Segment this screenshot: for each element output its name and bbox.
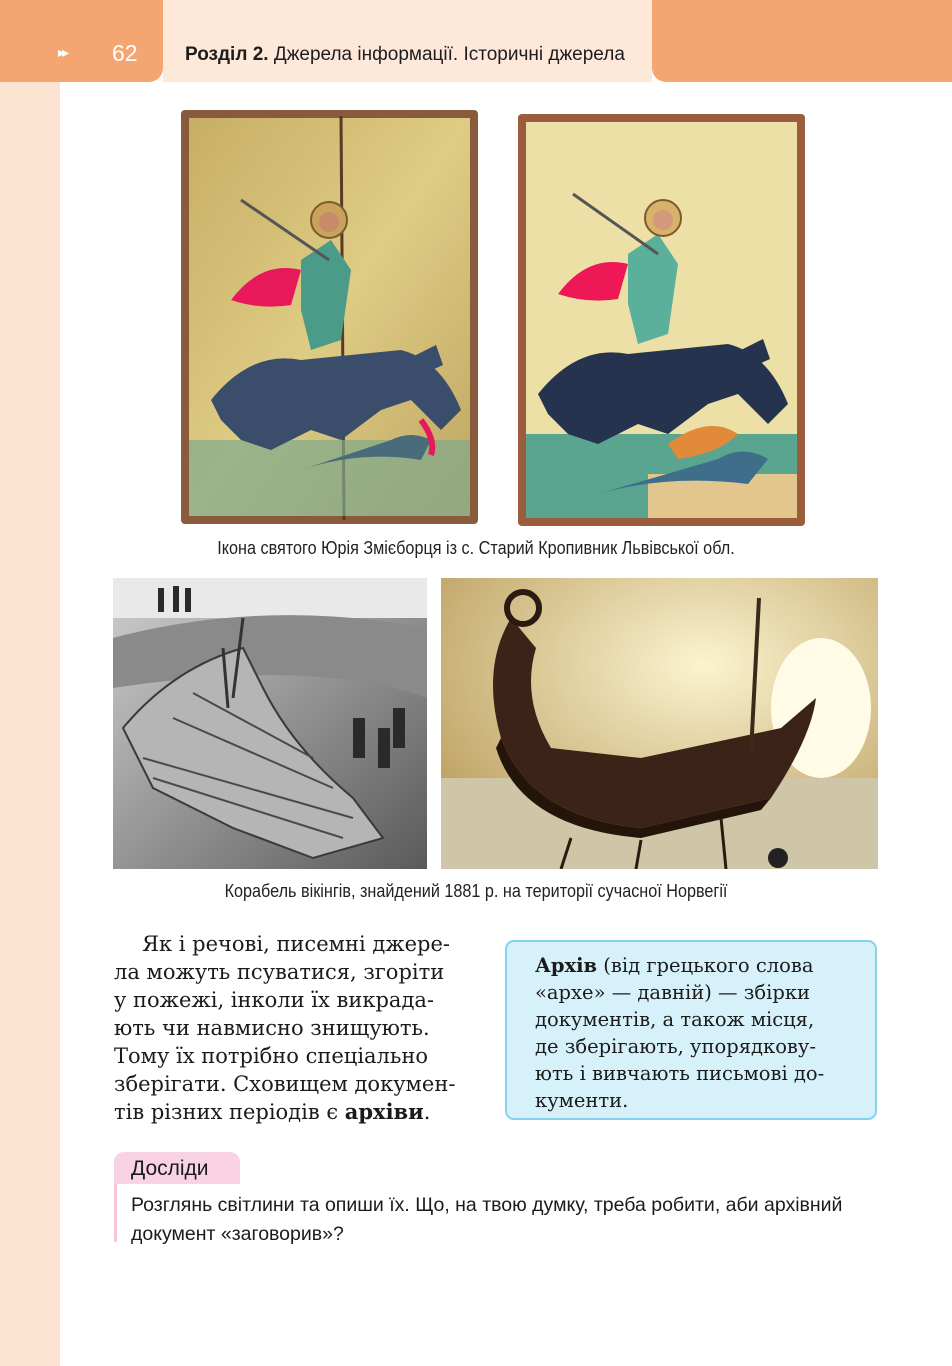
definition-text bbox=[535, 952, 865, 1114]
task-text bbox=[131, 1191, 891, 1249]
double-arrow-icon: ▸▸ bbox=[58, 44, 67, 60]
task-line: Розглянь світлини та опиши їх. Що, на твою думку, треба робити, аби архівний bbox=[131, 1194, 843, 1216]
definition-line: документів, а також місця, bbox=[535, 1008, 815, 1031]
page-side-strip bbox=[0, 0, 60, 1366]
icon-caption: Ікона святого Юрія Змієборця із с. Старий Кропивник Львівської обл. bbox=[217, 538, 735, 558]
definition-term: Архів bbox=[535, 954, 598, 977]
definition-line bbox=[535, 952, 865, 979]
task-title: Досліди bbox=[131, 1157, 209, 1180]
ship-caption: Корабель вікінгів, знайдений 1881 р. на території сучасної Норвегії bbox=[224, 881, 728, 901]
definition-box bbox=[505, 940, 877, 1120]
body-paragraph bbox=[114, 930, 482, 1126]
body-line: зберігати. Сховищем докумен- bbox=[114, 1072, 456, 1096]
viking-ship-museum-photo bbox=[441, 578, 878, 869]
body-line-last bbox=[114, 1098, 482, 1126]
body-line: Тому їх потрібно спеціально bbox=[114, 1044, 428, 1068]
definition-line: кументи. bbox=[535, 1089, 629, 1112]
page-number: 62 bbox=[112, 40, 138, 66]
body-line: ють чи навмисно знищують. bbox=[114, 1016, 430, 1040]
keyword-archives: архіви bbox=[344, 1099, 424, 1124]
task-side-bar bbox=[114, 1184, 117, 1242]
icon-photo-after-restoration bbox=[518, 114, 805, 526]
ship-excavation-photo bbox=[113, 578, 427, 869]
body-last-prefix: тів різних періодів є bbox=[114, 1100, 345, 1124]
header-band bbox=[163, 0, 652, 82]
definition-line: де зберігають, упорядкову- bbox=[535, 1035, 816, 1058]
body-line: Як і речові, писемні джере- bbox=[142, 932, 450, 956]
header-accent-tab bbox=[652, 0, 952, 82]
running-title bbox=[185, 44, 625, 66]
body-last-suffix: . bbox=[423, 1100, 431, 1124]
task-line: документ «заговорив»? bbox=[131, 1223, 344, 1245]
section-title: Джерела інформації. Історичні джерела bbox=[273, 44, 625, 65]
definition-line1-rest: (від грецького слова bbox=[597, 954, 814, 977]
body-line: ла можуть псуватися, згоріти bbox=[114, 960, 445, 984]
section-label: Розділ 2. bbox=[185, 44, 269, 65]
page-number-tab bbox=[0, 0, 163, 82]
body-line: у пожежі, інколи їх викрада- bbox=[114, 988, 434, 1012]
definition-line: «архе» — давній) — збірки bbox=[535, 981, 811, 1004]
icon-photo-before-restoration bbox=[181, 110, 478, 524]
definition-line: ють і вивчають письмові до- bbox=[535, 1062, 825, 1085]
